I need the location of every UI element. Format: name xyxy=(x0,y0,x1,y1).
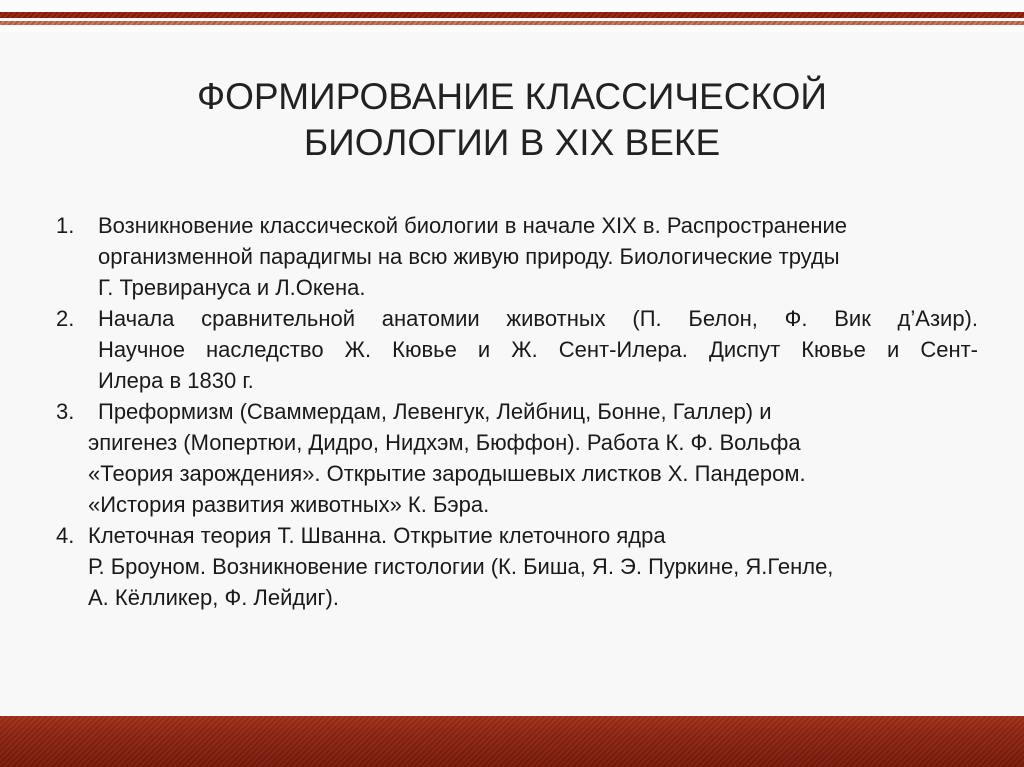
list-item-number: 2. xyxy=(56,306,75,331)
list-item-line: Г. Тревирануса и Л.Окена. xyxy=(98,275,366,300)
list-item-line: Клеточная теория Т. Шванна. Открытие клеточного ядра xyxy=(88,523,666,548)
list-item-line: «Теория зарождения». Открытие зародышевых листков Х. Пандером. xyxy=(88,461,806,486)
bottom-decorative-band xyxy=(0,716,1024,767)
slide-title-line: БИОЛОГИИ В XIX ВЕКЕ xyxy=(303,122,721,163)
list-item xyxy=(56,210,986,303)
list-item-line: Преформизм (Сваммердам, Левенгук, Лейбниц, Бонне, Галлер) и xyxy=(98,399,772,424)
list-item-number: 4. xyxy=(56,523,75,548)
list-item xyxy=(56,303,986,396)
slide-title xyxy=(140,74,884,166)
list-item-line: А. Кёлликер, Ф. Лейдиг). xyxy=(88,585,339,610)
list-item-line: Илера в 1830 г. xyxy=(98,368,254,393)
top-decorative-band xyxy=(0,0,1024,32)
numbered-list xyxy=(56,210,986,613)
list-item xyxy=(56,396,986,520)
list-item-line: Возникновение классической биологии в начале XIX в. Распространение xyxy=(98,213,848,238)
list-item xyxy=(56,520,986,613)
list-item-line: Начала сравнительной анатомии животных (П. Белон, Ф. Вик д’Азир). xyxy=(98,306,978,331)
top-stripe-dark xyxy=(0,12,1024,18)
list-item-number: 3. xyxy=(56,399,75,424)
list-item-line: Научное наследство Ж. Кювье и Ж. Сент-Илера. Диспут Кювье и Сент- xyxy=(98,337,978,362)
list-item-line: «История развития животных» К. Бэра. xyxy=(88,492,490,517)
list-item-number: 1. xyxy=(56,213,75,238)
slide-title-line: ФОРМИРОВАНИЕ КЛАССИЧЕСКОЙ xyxy=(197,76,827,117)
list-item-line: Р. Броуном. Возникновение гистологии (К. Биша, Я. Э. Пуркине, Я.Генле, xyxy=(88,554,834,579)
list-item-line: организменной парадигмы на всю живую природу. Биологические труды xyxy=(98,244,840,269)
top-stripe-light xyxy=(0,21,1024,25)
list-item-line: эпигенез (Мопертюи, Дидро, Нидхэм, Бюффон). Работа К. Ф. Вольфа xyxy=(88,430,801,455)
